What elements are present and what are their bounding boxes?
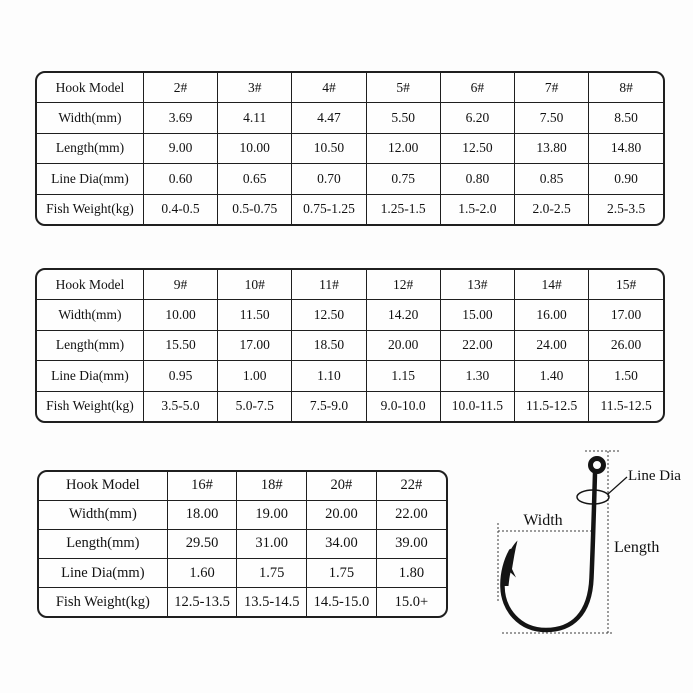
cell-value: 1.50 [589,361,663,392]
line-dia-label: Line Dia [628,468,681,484]
fishing-hook-illustration [502,459,603,631]
cell-value: 12.50 [292,300,366,331]
cell-value: 14# [515,270,589,300]
row-label: Hook Model [37,270,143,300]
cell-value: 1.5-2.0 [440,194,514,224]
cell-value: 24.00 [515,330,589,361]
cell-value: 29.50 [167,529,237,558]
cell-value: 20.00 [366,330,440,361]
cell-value: 10# [218,270,292,300]
cell-value: 26.00 [589,330,663,361]
cell-value: 0.60 [143,164,217,195]
cell-value: 0.5-0.75 [218,194,292,224]
cell-value: 31.00 [237,529,307,558]
cell-value: 11.5-12.5 [515,391,589,421]
cell-value: 1.75 [237,559,307,588]
length-label: Length [614,539,660,556]
cell-value: 17.00 [218,330,292,361]
table-row [39,588,446,616]
row-label: Length(mm) [37,330,143,361]
cell-value: 0.75 [366,164,440,195]
cell-value: 13.5-14.5 [237,588,307,616]
hook-shank-and-bend [502,473,595,630]
table-row [37,73,663,103]
cell-value: 10.0-11.5 [440,391,514,421]
cell-value: 7.50 [515,103,589,134]
cell-value: 18# [237,472,307,500]
table-row [37,164,663,195]
cell-value: 39.00 [376,529,446,558]
cell-value: 4# [292,73,366,103]
cell-value: 11# [292,270,366,300]
cell-value: 15.0+ [376,588,446,616]
cell-value: 15# [589,270,663,300]
table-row [37,330,663,361]
width-label: Width [523,512,563,529]
cell-value: 20# [307,472,377,500]
line-dia-pointer-line [608,477,627,494]
cell-value: 7.5-9.0 [292,391,366,421]
cell-value: 18.50 [292,330,366,361]
cell-value: 16# [167,472,237,500]
row-label: Fish Weight(kg) [39,588,167,616]
cell-value: 8# [589,73,663,103]
row-label: Width(mm) [39,500,167,529]
table-row [37,194,663,224]
table-row [37,270,663,300]
cell-value: 12# [366,270,440,300]
cell-value: 5.50 [366,103,440,134]
cell-value: 1.60 [167,559,237,588]
cell-value: 16.00 [515,300,589,331]
hook-spec-table-medium-sizes [35,268,665,423]
spec-table [37,73,663,224]
cell-value: 1.30 [440,361,514,392]
cell-value: 13# [440,270,514,300]
cell-value: 0.80 [440,164,514,195]
cell-value: 9.00 [143,133,217,164]
row-label: Length(mm) [39,529,167,558]
cell-value: 4.11 [218,103,292,134]
cell-value: 22.00 [376,500,446,529]
cell-value: 5# [366,73,440,103]
cell-value: 2.0-2.5 [515,194,589,224]
table-row [37,391,663,421]
cell-value: 1.15 [366,361,440,392]
cell-value: 15.00 [440,300,514,331]
table-row [39,472,446,500]
spec-table [37,270,663,421]
cell-value: 34.00 [307,529,377,558]
table-row [37,103,663,134]
row-label: Line Dia(mm) [37,361,143,392]
cell-value: 1.40 [515,361,589,392]
cell-value: 2# [143,73,217,103]
cell-value: 5.0-7.5 [218,391,292,421]
cell-value: 17.00 [589,300,663,331]
hook-measurement-diagram [483,440,693,650]
row-label: Hook Model [39,472,167,500]
cell-value: 0.70 [292,164,366,195]
cell-value: 13.80 [515,133,589,164]
hook-eye [591,459,604,472]
cell-value: 1.80 [376,559,446,588]
cell-value: 2.5-3.5 [589,194,663,224]
cell-value: 10.00 [218,133,292,164]
cell-value: 11.50 [218,300,292,331]
cell-value: 11.5-12.5 [589,391,663,421]
cell-value: 1.25-1.5 [366,194,440,224]
cell-value: 10.00 [143,300,217,331]
row-label: Fish Weight(kg) [37,194,143,224]
cell-value: 6# [440,73,514,103]
cell-value: 20.00 [307,500,377,529]
cell-value: 8.50 [589,103,663,134]
cell-value: 4.47 [292,103,366,134]
cell-value: 22# [376,472,446,500]
cell-value: 14.80 [589,133,663,164]
cell-value: 19.00 [237,500,307,529]
cell-value: 3.5-5.0 [143,391,217,421]
cell-value: 9# [143,270,217,300]
table-row [39,500,446,529]
hook-spec-table-small-sizes [35,71,665,226]
spec-table [39,472,446,616]
cell-value: 0.75-1.25 [292,194,366,224]
row-label: Line Dia(mm) [39,559,167,588]
cell-value: 18.00 [167,500,237,529]
cell-value: 12.00 [366,133,440,164]
cell-value: 1.75 [307,559,377,588]
cell-value: 1.00 [218,361,292,392]
table-row [37,300,663,331]
cell-value: 0.90 [589,164,663,195]
cell-value: 14.5-15.0 [307,588,377,616]
row-label: Width(mm) [37,300,143,331]
cell-value: 7# [515,73,589,103]
table-row [39,529,446,558]
cell-value: 14.20 [366,300,440,331]
cell-value: 12.50 [440,133,514,164]
table-row [39,559,446,588]
cell-value: 12.5-13.5 [167,588,237,616]
table-row [37,133,663,164]
table-row [37,361,663,392]
cell-value: 0.65 [218,164,292,195]
cell-value: 0.85 [515,164,589,195]
cell-value: 3# [218,73,292,103]
row-label: Line Dia(mm) [37,164,143,195]
hook-spec-table-large-sizes [37,470,448,618]
cell-value: 0.95 [143,361,217,392]
cell-value: 1.10 [292,361,366,392]
cell-value: 10.50 [292,133,366,164]
cell-value: 0.4-0.5 [143,194,217,224]
cell-value: 15.50 [143,330,217,361]
row-label: Width(mm) [37,103,143,134]
cell-value: 3.69 [143,103,217,134]
row-label: Length(mm) [37,133,143,164]
cell-value: 22.00 [440,330,514,361]
cell-value: 6.20 [440,103,514,134]
cell-value: 9.0-10.0 [366,391,440,421]
row-label: Fish Weight(kg) [37,391,143,421]
row-label: Hook Model [37,73,143,103]
